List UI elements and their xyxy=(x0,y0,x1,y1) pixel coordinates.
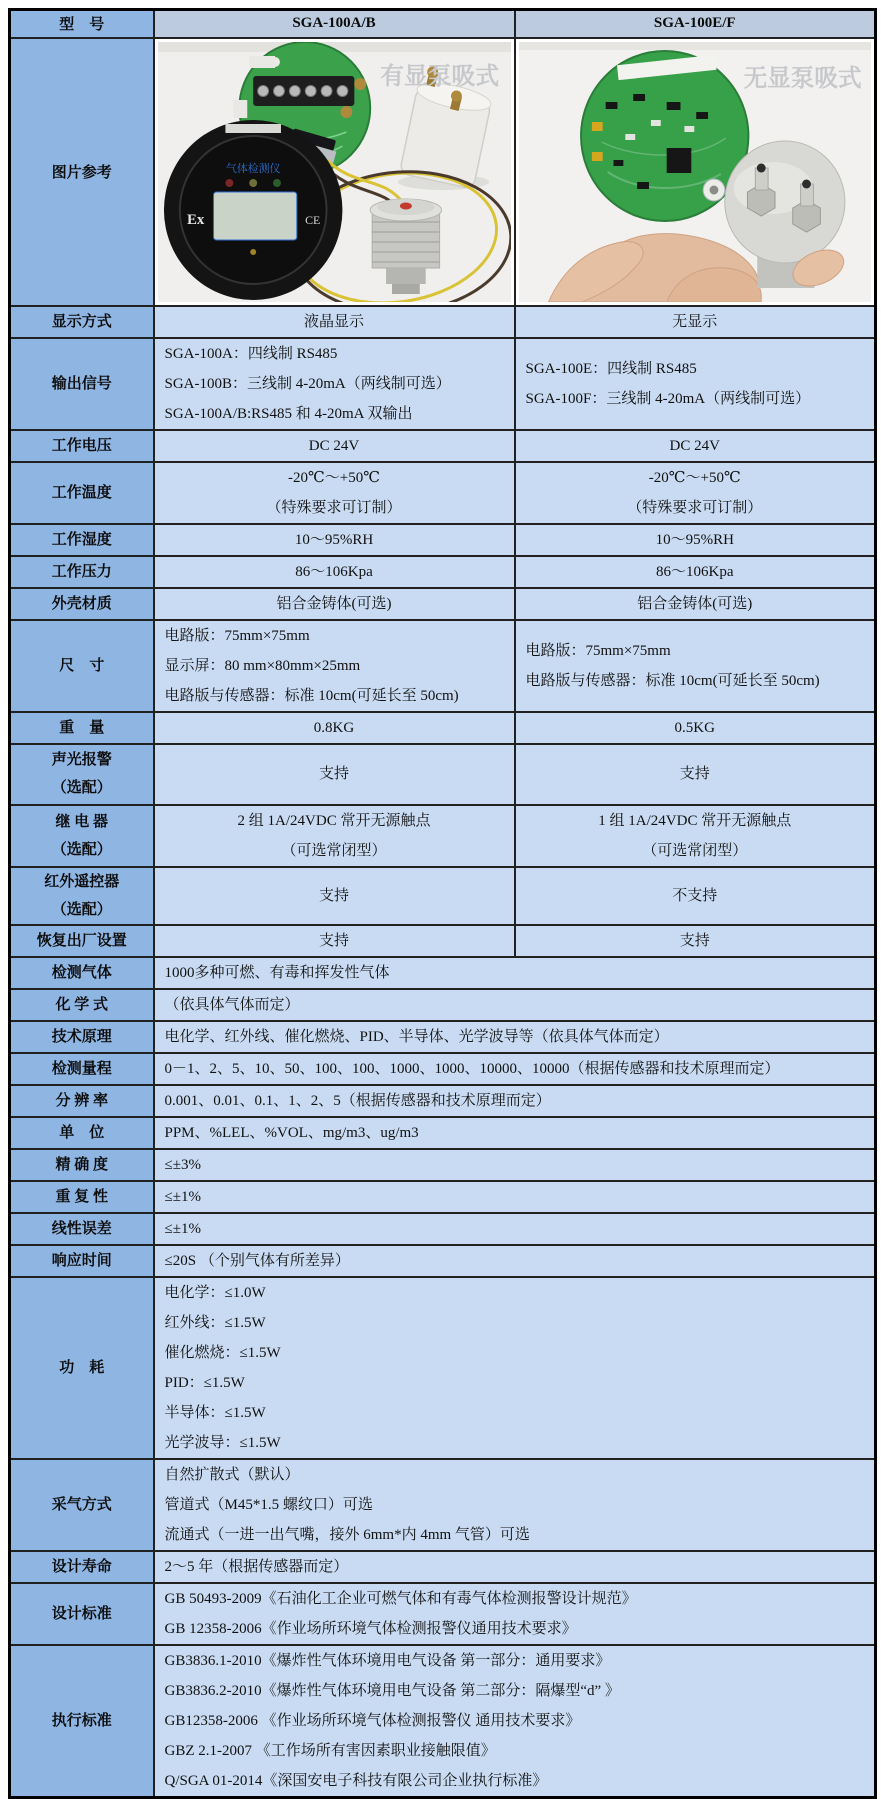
cell-line: 液晶显示 xyxy=(303,313,364,330)
row-label-dimensions xyxy=(10,620,154,712)
pcb-board-icon xyxy=(581,51,748,221)
label-line: 工作电压 xyxy=(51,437,112,454)
row-label-execution-standard xyxy=(10,1645,154,1798)
row-label-relay xyxy=(10,805,154,867)
cell-line: GB 50493-2009《石油化工企业可燃气体和有毒气体检测报警设计规范》 xyxy=(164,1590,637,1607)
cell-line: （依具体气体而定） xyxy=(164,996,300,1013)
row-detect-gas xyxy=(10,957,876,989)
row-sampling-method xyxy=(10,1459,876,1551)
detector-icon xyxy=(163,120,341,300)
photo-cell-a xyxy=(154,38,515,306)
cell-line: ≤20S （个别气体有所差异） xyxy=(164,1252,350,1269)
row-response-time xyxy=(10,1245,876,1277)
model-b-header: SGA-100E/F xyxy=(515,10,876,38)
row-label-factory-reset xyxy=(10,925,154,957)
cell-line: 电路版与传感器：标准 10cm(可延长至 50cm) xyxy=(525,672,820,689)
cell-line: SGA-100F：三线制 4-20mA（两线制可选） xyxy=(525,390,811,407)
cell-working-humidity-b xyxy=(515,524,876,556)
row-label-output-signal xyxy=(10,338,154,430)
label-line: （选配） xyxy=(51,841,112,858)
cell-line: -20℃～+50℃ xyxy=(648,469,741,486)
cell-line: 不支持 xyxy=(672,887,718,904)
row-execution-standard xyxy=(10,1645,876,1798)
row-relay xyxy=(10,805,876,867)
row-unit xyxy=(10,1117,876,1149)
cell-factory-reset-a xyxy=(154,925,515,957)
cell-execution-standard xyxy=(154,1645,876,1798)
cell-line: 红外线：≤1.5W xyxy=(164,1314,266,1331)
cell-dimensions-b xyxy=(515,620,876,712)
cell-line: （可选常闭型） xyxy=(642,842,748,859)
cell-working-pressure-a xyxy=(154,556,515,588)
label-line: 重 复 性 xyxy=(55,1188,108,1205)
label-line: 工作温度 xyxy=(51,484,112,501)
cell-line: Q/SGA 01-2014《深国安电子科技有限公司企业执行标准》 xyxy=(164,1772,548,1789)
row-label-design-life xyxy=(10,1551,154,1583)
cell-line: 10～95%RH xyxy=(655,531,734,548)
label-line: 响应时间 xyxy=(51,1252,112,1269)
cell-output-signal-a xyxy=(154,338,515,430)
ce-mark-text: CE xyxy=(304,212,320,227)
photo-row-label: 图片参考 xyxy=(10,38,154,306)
cell-line: SGA-100B：三线制 4-20mA（两线制可选） xyxy=(164,375,451,392)
label-line: （选配） xyxy=(51,780,112,796)
cell-line: GB3836.1-2010《爆炸性气体环境用电气设备 第一部分：通用要求》 xyxy=(164,1652,611,1669)
row-label-response-time xyxy=(10,1245,154,1277)
cell-working-temperature-b xyxy=(515,462,876,524)
cell-line: PPM、%LEL、%VOL、mg/m3、ug/m3 xyxy=(164,1124,419,1141)
cell-line: DC 24V xyxy=(669,437,720,454)
cell-line: GBZ 2.1-2007 《工作场所有害因素职业接触限值》 xyxy=(164,1742,496,1759)
row-power-consumption xyxy=(10,1277,876,1459)
cell-line: 电路版与传感器：标准 10cm(可延长至 50cm) xyxy=(164,687,459,704)
row-label-power-consumption xyxy=(10,1277,154,1459)
cell-shell-material-b xyxy=(515,588,876,620)
model-row-label: 型 号 xyxy=(10,10,154,38)
cell-sound-light-alarm-a xyxy=(154,744,515,805)
cell-resolution xyxy=(154,1085,876,1117)
label-line: 分 辨 率 xyxy=(55,1092,108,1109)
row-label-tech-principle xyxy=(10,1021,154,1053)
cell-weight-b xyxy=(515,712,876,744)
row-working-temperature xyxy=(10,462,876,524)
cell-line: 86～106Kpa xyxy=(656,563,734,580)
cell-unit xyxy=(154,1117,876,1149)
label-line: 输出信号 xyxy=(51,375,112,392)
cell-line: 显示屏：80 mm×80mm×25mm xyxy=(164,657,361,674)
cell-line: SGA-100A：四线制 RS485 xyxy=(164,345,338,362)
cell-line: 0.5KG xyxy=(674,719,715,736)
row-weight xyxy=(10,712,876,744)
cell-response-time xyxy=(154,1245,876,1277)
row-tech-principle xyxy=(10,1021,876,1053)
spec-table xyxy=(8,8,877,1799)
label-line: 化 学 式 xyxy=(55,996,108,1013)
row-label-sampling-method xyxy=(10,1459,154,1551)
photo-cell-b xyxy=(515,38,876,306)
row-display-mode xyxy=(10,306,876,338)
cell-line: 0.8KG xyxy=(313,719,355,736)
cell-line: （可选常闭型） xyxy=(281,842,387,859)
model-header-row xyxy=(10,10,876,38)
cell-line: 电化学、红外线、催化燃烧、PID、半导体、光学波导等（依具体气体而定） xyxy=(164,1028,669,1045)
cell-power-consumption xyxy=(154,1277,876,1459)
row-label-ir-remote xyxy=(10,867,154,925)
cell-tech-principle xyxy=(154,1021,876,1053)
product-photo-b xyxy=(519,42,872,302)
row-label-working-voltage xyxy=(10,430,154,462)
cell-line: 铝合金铸体(可选) xyxy=(276,595,392,612)
cell-line: DC 24V xyxy=(308,437,360,454)
cell-working-voltage-b xyxy=(515,430,876,462)
cell-line: 流通式（一进一出气嘴，接外 6mm*内 4mm 气管）可选 xyxy=(164,1526,530,1543)
label-line: 继 电 器 xyxy=(55,813,108,830)
row-working-pressure xyxy=(10,556,876,588)
cell-dimensions-a xyxy=(154,620,515,712)
label-line: 检测气体 xyxy=(51,964,112,981)
cell-repeatability xyxy=(154,1181,876,1213)
label-line: 重 量 xyxy=(59,719,105,736)
cell-detect-gas xyxy=(154,957,876,989)
row-repeatability xyxy=(10,1181,876,1213)
cell-line: 86～106Kpa xyxy=(295,563,373,580)
row-shell-material xyxy=(10,588,876,620)
cell-ir-remote-b xyxy=(515,867,876,925)
cell-line: GB12358-2006 《作业场所环境气体检测报警仪 通用技术要求》 xyxy=(164,1712,581,1729)
ex-mark-text: Ex xyxy=(186,211,204,228)
row-label-weight xyxy=(10,712,154,744)
watermark-text-b: 无显泵吸式 xyxy=(743,65,862,92)
cell-sampling-method xyxy=(154,1459,876,1551)
cell-line: （特殊要求可订制） xyxy=(627,499,763,516)
cell-factory-reset-b xyxy=(515,925,876,957)
cell-line: SGA-100A/B:RS485 和 4-20mA 双输出 xyxy=(164,405,413,422)
cell-shell-material-a xyxy=(154,588,515,620)
cell-line: 支持 xyxy=(318,932,349,949)
cell-line: 2～5 年（根据传感器而定） xyxy=(164,1558,349,1575)
row-label-linearity-error xyxy=(10,1213,154,1245)
cell-display-mode-a xyxy=(154,306,515,338)
row-linearity-error xyxy=(10,1213,876,1245)
row-design-standard xyxy=(10,1583,876,1645)
cell-line: ≤±1% xyxy=(164,1188,201,1205)
label-line: 工作湿度 xyxy=(51,531,112,548)
cell-working-humidity-a xyxy=(154,524,515,556)
cell-relay-b xyxy=(515,805,876,867)
row-accuracy xyxy=(10,1149,876,1181)
cell-detect-range xyxy=(154,1053,876,1085)
label-line: 检测量程 xyxy=(51,1060,112,1077)
row-ir-remote xyxy=(10,867,876,925)
row-working-voltage xyxy=(10,430,876,462)
label-line: 技术原理 xyxy=(51,1028,112,1045)
cell-line: GB3836.2-2010《爆炸性气体环境用电气设备 第二部分：隔爆型“d” 》 xyxy=(164,1682,620,1699)
cell-line: 无显示 xyxy=(672,313,718,330)
row-design-life xyxy=(10,1551,876,1583)
label-line: 显示方式 xyxy=(51,313,112,330)
row-label-sound-light-alarm xyxy=(10,744,154,805)
row-label-design-standard xyxy=(10,1583,154,1645)
cell-working-voltage-a xyxy=(154,430,515,462)
cell-line: 支持 xyxy=(318,766,349,782)
cell-line: 半导体：≤1.5W xyxy=(164,1404,266,1421)
cell-line: 支持 xyxy=(318,887,349,904)
cell-sound-light-alarm-b xyxy=(515,744,876,805)
cell-line: 2 组 1A/24VDC 常开无源触点 xyxy=(237,812,431,829)
cell-line: ≤±1% xyxy=(164,1220,201,1237)
label-line: 精 确 度 xyxy=(55,1156,108,1173)
cell-line: 电路版：75mm×75mm xyxy=(525,642,671,659)
cell-line: 0.001、0.01、0.1、1、2、5（根据传感器和技术原理而定） xyxy=(164,1092,551,1109)
cell-line: ≤±3% xyxy=(164,1156,201,1173)
row-working-humidity xyxy=(10,524,876,556)
label-line: 尺 寸 xyxy=(59,657,105,674)
cell-line: 电路版：75mm×75mm xyxy=(164,627,310,644)
cell-line: 催化燃烧：≤1.5W xyxy=(164,1344,281,1361)
cell-line: 铝合金铸体(可选) xyxy=(637,595,753,612)
photo-row xyxy=(10,38,876,306)
row-chemical-formula xyxy=(10,989,876,1021)
cell-line: 支持 xyxy=(679,766,710,782)
label-line: 外壳材质 xyxy=(51,595,112,612)
cell-chemical-formula xyxy=(154,989,876,1021)
label-line: 红外遥控器 xyxy=(44,873,120,890)
row-label-shell-material xyxy=(10,588,154,620)
row-label-working-humidity xyxy=(10,524,154,556)
cell-line: （特殊要求可订制） xyxy=(266,499,402,516)
cell-display-mode-b xyxy=(515,306,876,338)
row-label-repeatability xyxy=(10,1181,154,1213)
cell-line: 支持 xyxy=(679,932,710,949)
row-sound-light-alarm xyxy=(10,744,876,805)
cell-working-temperature-a xyxy=(154,462,515,524)
label-line: 设计标准 xyxy=(51,1605,112,1622)
row-label-detect-range xyxy=(10,1053,154,1085)
label-line: 工作压力 xyxy=(51,563,112,580)
cell-line: 管道式（M45*1.5 螺纹口）可选 xyxy=(164,1496,373,1513)
cell-working-pressure-b xyxy=(515,556,876,588)
row-label-unit xyxy=(10,1117,154,1149)
label-line: （选配） xyxy=(51,901,112,918)
cell-line: 1000多种可燃、有毒和挥发性气体 xyxy=(164,964,390,981)
label-line: 单 位 xyxy=(59,1124,105,1141)
cell-line: PID：≤1.5W xyxy=(164,1374,245,1391)
product-photo-a xyxy=(158,42,511,302)
row-dimensions xyxy=(10,620,876,712)
cell-line: -20℃～+50℃ xyxy=(287,469,380,486)
detector-title-text: 气体检测仪 xyxy=(225,162,280,175)
row-label-resolution xyxy=(10,1085,154,1117)
cell-line: 电化学：≤1.0W xyxy=(164,1284,266,1301)
cell-line: 0－1、2、5、10、50、100、100、1000、1000、10000、10000（根据传感器和技术原理而定） xyxy=(164,1060,780,1077)
row-label-working-pressure xyxy=(10,556,154,588)
row-label-display-mode xyxy=(10,306,154,338)
cell-linearity-error xyxy=(154,1213,876,1245)
cell-relay-a xyxy=(154,805,515,867)
cell-output-signal-b xyxy=(515,338,876,430)
label-line: 声光报警 xyxy=(51,752,112,768)
row-label-working-temperature xyxy=(10,462,154,524)
cell-design-life xyxy=(154,1551,876,1583)
model-a-header: SGA-100A/B xyxy=(154,10,515,38)
cell-line: 自然扩散式（默认） xyxy=(164,1466,300,1483)
row-detect-range xyxy=(10,1053,876,1085)
cell-weight-a xyxy=(154,712,515,744)
row-factory-reset xyxy=(10,925,876,957)
row-resolution xyxy=(10,1085,876,1117)
label-line: 执行标准 xyxy=(51,1712,112,1729)
cell-accuracy xyxy=(154,1149,876,1181)
label-line: 恢复出厂设置 xyxy=(36,932,127,949)
cell-line: 1 组 1A/24VDC 常开无源触点 xyxy=(598,812,792,829)
cell-design-standard xyxy=(154,1583,876,1645)
label-line: 功 耗 xyxy=(59,1359,105,1376)
cell-line: 光学波导：≤1.5W xyxy=(164,1434,281,1451)
row-label-detect-gas xyxy=(10,957,154,989)
cell-line: GB 12358-2006《作业场所环境气体检测报警仪通用技术要求》 xyxy=(164,1620,577,1637)
row-label-chemical-formula xyxy=(10,989,154,1021)
watermark-text-a: 有显泵吸式 xyxy=(379,63,499,90)
label-line: 设计寿命 xyxy=(51,1558,112,1575)
row-label-accuracy xyxy=(10,1149,154,1181)
label-line: 采气方式 xyxy=(51,1496,112,1513)
cell-line: SGA-100E：四线制 RS485 xyxy=(525,360,697,377)
label-line: 线性误差 xyxy=(51,1220,112,1237)
row-output-signal xyxy=(10,338,876,430)
cell-line: 10～95%RH xyxy=(294,531,374,548)
cell-ir-remote-a xyxy=(154,867,515,925)
